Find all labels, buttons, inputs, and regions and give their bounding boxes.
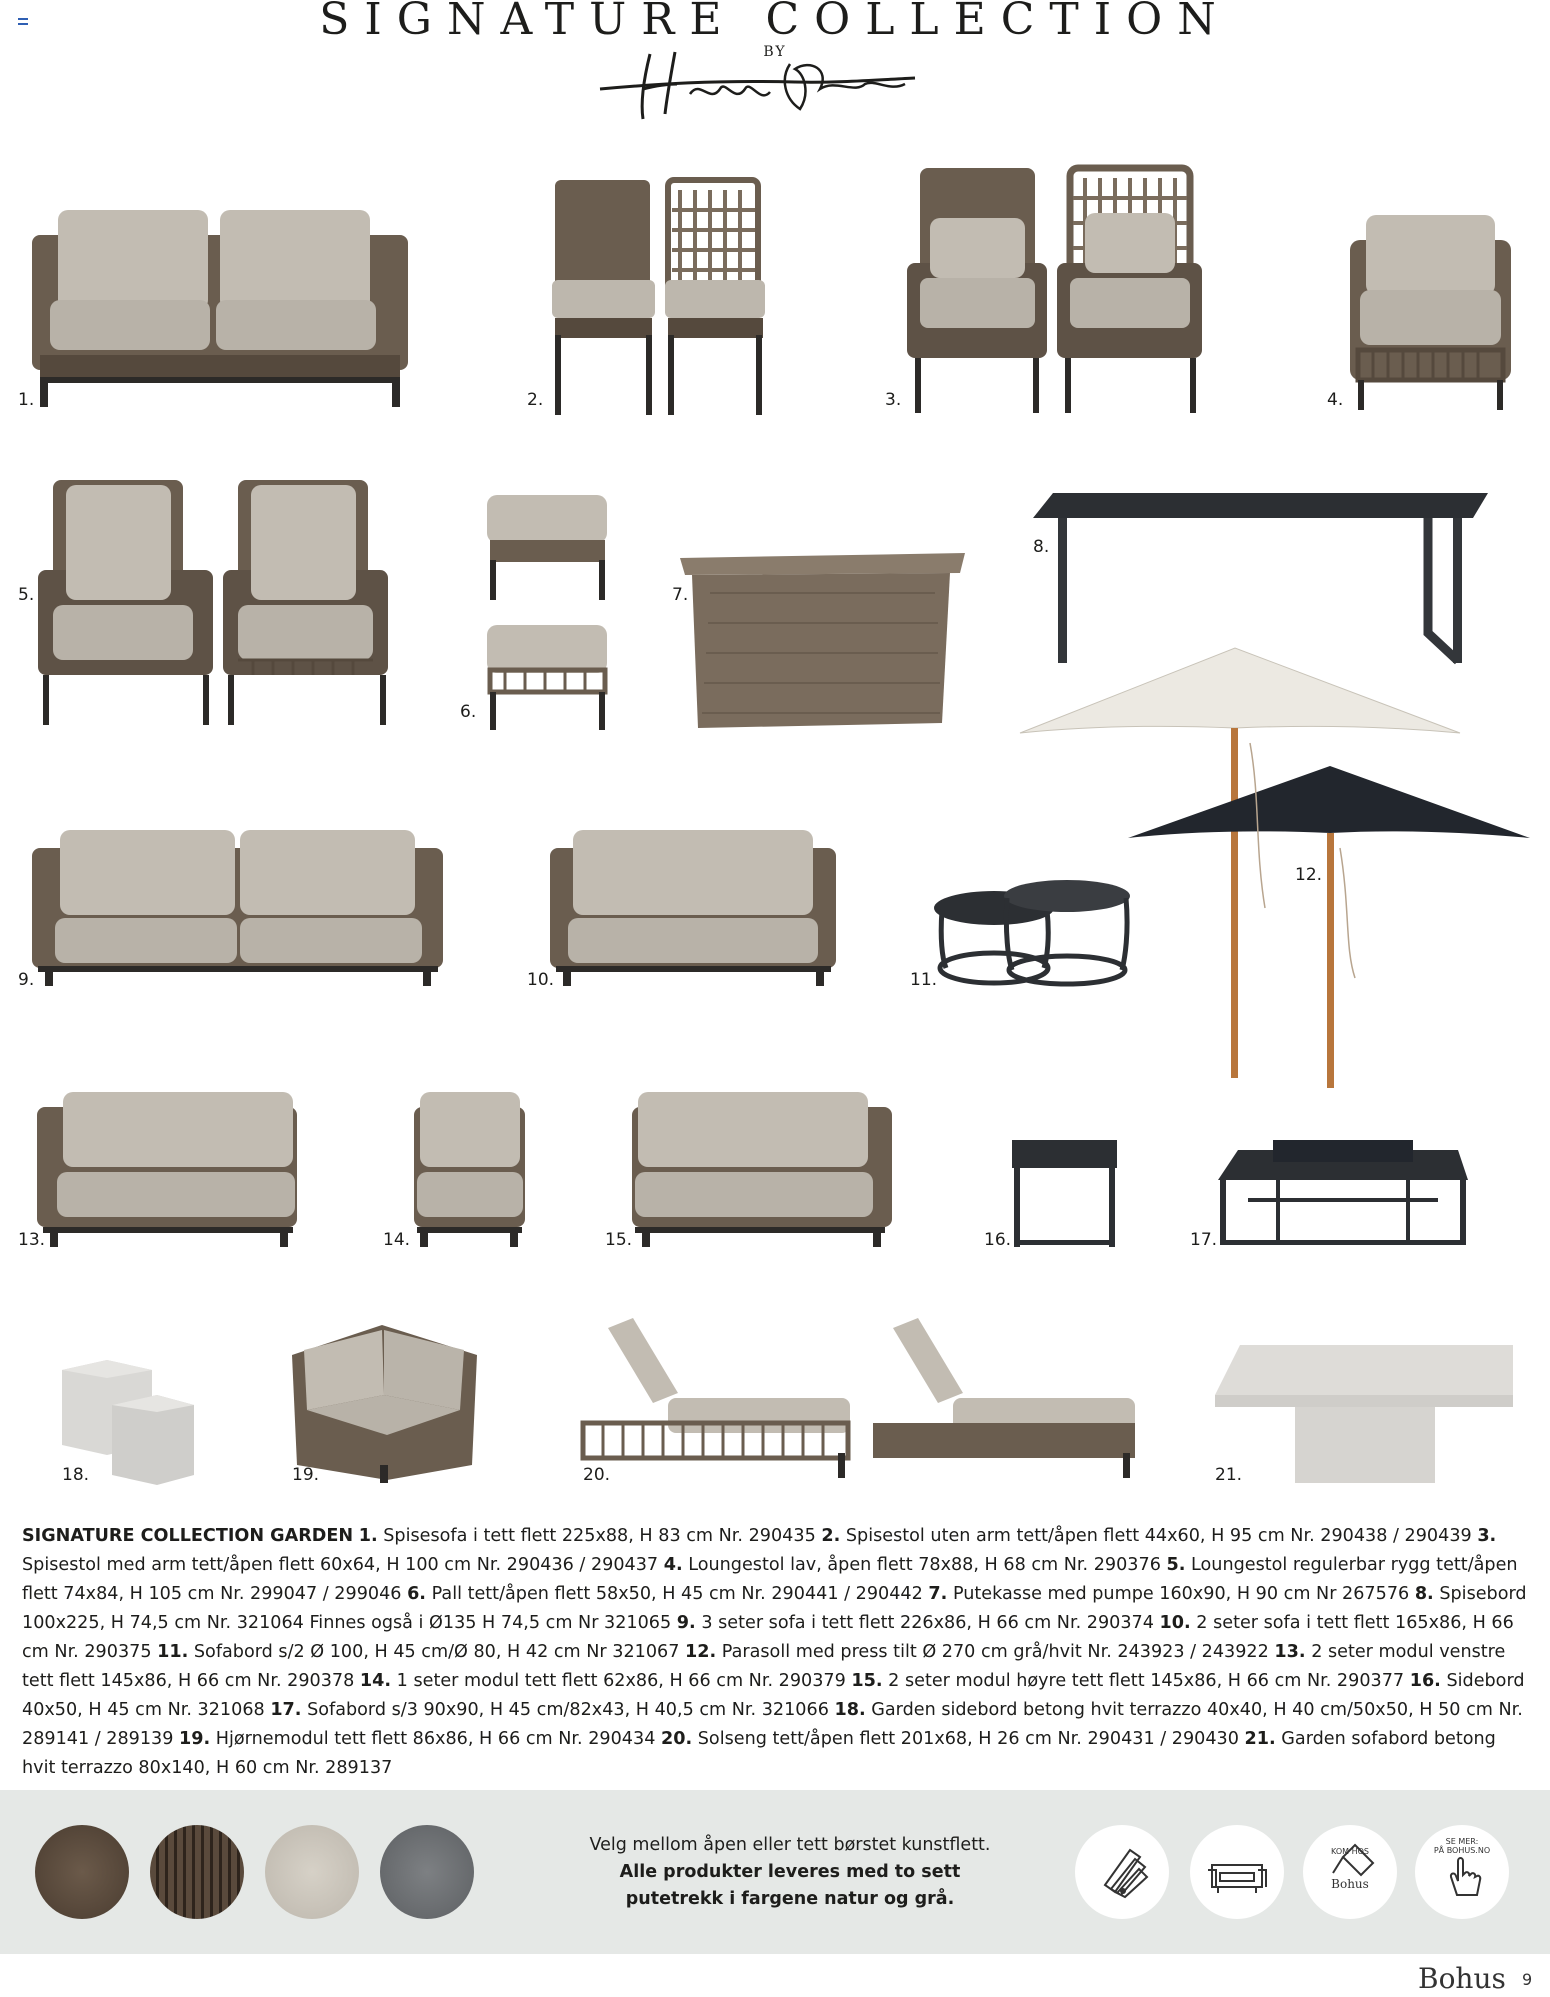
material-info-text: [530, 1832, 1050, 1913]
desc-text-11: Sofabord s/2 Ø 100, H 45 cm/Ø 80, H 42 cm Nr 321067: [193, 1642, 680, 1662]
pointer-hand-icon[interactable]: [1415, 1825, 1509, 1919]
item-number-11: 11.: [910, 970, 938, 990]
product-20-sun-loungers[interactable]: [583, 1318, 1138, 1483]
desc-num-16: 16.: [1409, 1671, 1441, 1691]
desc-text-12: Parasoll med press tilt Ø 270 cm grå/hvit Nr. 243923 / 243922: [721, 1642, 1269, 1662]
product-19-corner-module[interactable]: [292, 1325, 477, 1483]
item-number-15: 15.: [605, 1230, 633, 1250]
desc-num-4: 4.: [663, 1555, 683, 1575]
desc-text-18: Garden sidebord betong hvit terrazzo 40x40, H 40 cm/50x50, H 50 cm Nr. 289141 / 289139: [22, 1700, 1523, 1749]
collection-title: SIGNATURE COLLECTION: [319, 0, 1231, 45]
fabric-samples-icon[interactable]: [1075, 1825, 1169, 1919]
item-number-18: 18.: [62, 1465, 90, 1485]
store-badge-top: KOM HOS: [1331, 1847, 1369, 1856]
designer-signature: [595, 34, 925, 124]
product-6-ottomans[interactable]: [485, 495, 610, 730]
product-9-sofa-3-seat[interactable]: [30, 828, 445, 986]
item-number-14: 14.: [383, 1230, 411, 1250]
material-info-line3: putetrekk i fargene natur og grå.: [625, 1889, 955, 1909]
item-number-4: 4.: [1327, 390, 1344, 410]
web-badge-line2: PÅ BOHUS.NO: [1433, 1846, 1491, 1855]
product-14-module-single[interactable]: [412, 1092, 527, 1247]
desc-text-15: 2 seter modul høyre tett flett 145x86, H 66 cm Nr. 290377: [888, 1671, 1405, 1691]
product-21-terrazzo-coffee-table[interactable]: [1215, 1345, 1513, 1483]
item-number-1: 1.: [18, 390, 35, 410]
product-5-lounge-chairs[interactable]: [38, 480, 393, 730]
item-number-7: 7.: [672, 585, 689, 605]
desc-text-20: Solseng tett/åpen flett 201x68, H 26 cm Nr. 290431 / 290430: [697, 1729, 1239, 1749]
product-13-module-left[interactable]: [35, 1092, 300, 1247]
desc-text-2: Spisestol uten arm tett/åpen flett 44x60, H 95 cm Nr. 290438 / 290439: [845, 1526, 1472, 1546]
desc-num-21: 21.: [1244, 1729, 1276, 1749]
desc-text-1: Spisesofa i tett flett 225x88, H 83 cm Nr. 290435: [383, 1526, 816, 1546]
desc-text-19: Hjørnemodul tett flett 86x86, H 66 cm Nr. 290434: [215, 1729, 656, 1749]
desc-num-13: 13.: [1274, 1642, 1306, 1662]
product-3-dining-chairs-arms[interactable]: [905, 168, 1205, 413]
desc-num-7: 7.: [928, 1584, 948, 1604]
product-4-lounge-chair[interactable]: [1348, 210, 1513, 410]
product-8-dining-table[interactable]: [1033, 493, 1488, 665]
store-visit-icon[interactable]: [1303, 1825, 1397, 1919]
bohus-logo: Bohus: [1418, 1962, 1506, 1995]
product-1-sofa[interactable]: [30, 205, 410, 410]
material-info-line1: Velg mellom åpen eller tett børstet kunstflett.: [589, 1835, 991, 1855]
item-number-19: 19.: [292, 1465, 320, 1485]
item-number-13: 13.: [18, 1230, 46, 1250]
desc-text-6: Pall tett/åpen flett 58x50, H 45 cm Nr. 290441 / 290442: [431, 1584, 923, 1604]
product-12-parasols[interactable]: [1020, 648, 1530, 1088]
product-16-side-table[interactable]: [1012, 1140, 1117, 1247]
by-label: BY: [763, 44, 787, 60]
desc-text-13: 2 seter modul venstre tett flett 145x86, H 66 cm Nr. 290378: [22, 1642, 1506, 1691]
item-number-21: 21.: [1215, 1465, 1243, 1485]
desc-text-14: 1 seter modul tett flett 62x86, H 66 cm Nr. 290379: [396, 1671, 846, 1691]
swatch-natural-fabric: [265, 1825, 359, 1919]
desc-num-1: 1.: [358, 1526, 378, 1546]
desc-num-12: 12.: [685, 1642, 717, 1662]
desc-num-20: 20.: [661, 1729, 693, 1749]
item-number-8: 8.: [1033, 537, 1050, 557]
item-number-20: 20.: [583, 1465, 611, 1485]
product-10-sofa-2-seat[interactable]: [548, 828, 838, 986]
item-number-16: 16.: [984, 1230, 1012, 1250]
desc-text-10: 2 seter sofa i tett flett 165x86, H 66 cm Nr. 290375: [22, 1613, 1514, 1662]
description-heading: SIGNATURE COLLECTION GARDEN: [22, 1526, 354, 1546]
desc-text-4: Loungestol lav, åpen flett 78x88, H 68 cm Nr. 290376: [688, 1555, 1161, 1575]
item-number-10: 10.: [527, 970, 555, 990]
web-badge-line1: SE MER:: [1445, 1837, 1479, 1846]
product-2-dining-chairs[interactable]: [550, 180, 770, 415]
sofa-outline-icon[interactable]: [1190, 1825, 1284, 1919]
desc-text-17: Sofabord s/3 90x90, H 45 cm/82x43, H 40,5 cm Nr. 321066: [307, 1700, 829, 1720]
desc-num-14: 14.: [359, 1671, 392, 1691]
desc-num-2: 2.: [821, 1526, 841, 1546]
item-number-2: 2.: [527, 390, 544, 410]
desc-text-9: 3 seter sofa i tett flett 226x86, H 66 cm Nr. 290374: [701, 1613, 1154, 1633]
desc-num-17: 17.: [270, 1700, 302, 1720]
desc-text-16: Sidebord 40x50, H 45 cm Nr. 321068: [22, 1671, 1525, 1720]
desc-num-19: 19.: [179, 1729, 211, 1749]
material-info-band: [0, 1790, 1550, 1954]
item-number-3: 3.: [885, 390, 902, 410]
product-17-coffee-tables[interactable]: [1218, 1140, 1468, 1247]
product-description: [22, 1522, 1532, 1783]
item-number-9: 9.: [18, 970, 35, 990]
item-number-6: 6.: [460, 702, 477, 722]
page-number: 9: [1522, 1970, 1533, 1989]
desc-num-18: 18.: [834, 1700, 866, 1720]
desc-text-3: Spisestol med arm tett/åpen flett 60x64, H 100 cm Nr. 290436 / 290437: [22, 1555, 659, 1575]
store-badge-name: Bohus: [1331, 1877, 1369, 1891]
desc-num-15: 15.: [851, 1671, 883, 1691]
swatch-grey-fabric: [380, 1825, 474, 1919]
desc-text-8: Spisebord 100x225, H 74,5 cm Nr. 321064 Finnes også i Ø135 H 74,5 cm Nr 321065: [22, 1584, 1527, 1633]
desc-text-5: Loungestol regulerbar rygg tett/åpen flett 74x84, H 105 cm Nr. 299047 / 299046: [22, 1555, 1518, 1604]
desc-num-3: 3.: [1477, 1526, 1497, 1546]
product-15-module-right[interactable]: [630, 1092, 895, 1247]
swatch-brown-open-weave: [150, 1825, 244, 1919]
desc-text-21: Garden sofabord betong hvit terrazzo 80x140, H 60 cm Nr. 289137: [22, 1729, 1496, 1778]
desc-num-6: 6.: [407, 1584, 426, 1604]
item-number-17: 17.: [1190, 1230, 1218, 1250]
item-number-5: 5.: [18, 585, 35, 605]
desc-num-10: 10.: [1159, 1613, 1191, 1633]
swatch-brown-closed-weave: [35, 1825, 129, 1919]
desc-text-7: Putekasse med pumpe 160x90, H 90 cm Nr 267576: [952, 1584, 1410, 1604]
desc-num-5: 5.: [1166, 1555, 1186, 1575]
desc-num-9: 9.: [676, 1613, 696, 1633]
item-number-12: 12.: [1295, 865, 1323, 885]
material-info-line2: Alle produkter leveres med to sett: [619, 1862, 961, 1882]
product-7-cushion-box[interactable]: [680, 553, 965, 730]
desc-num-11: 11.: [157, 1642, 189, 1662]
desc-num-8: 8.: [1414, 1584, 1434, 1604]
